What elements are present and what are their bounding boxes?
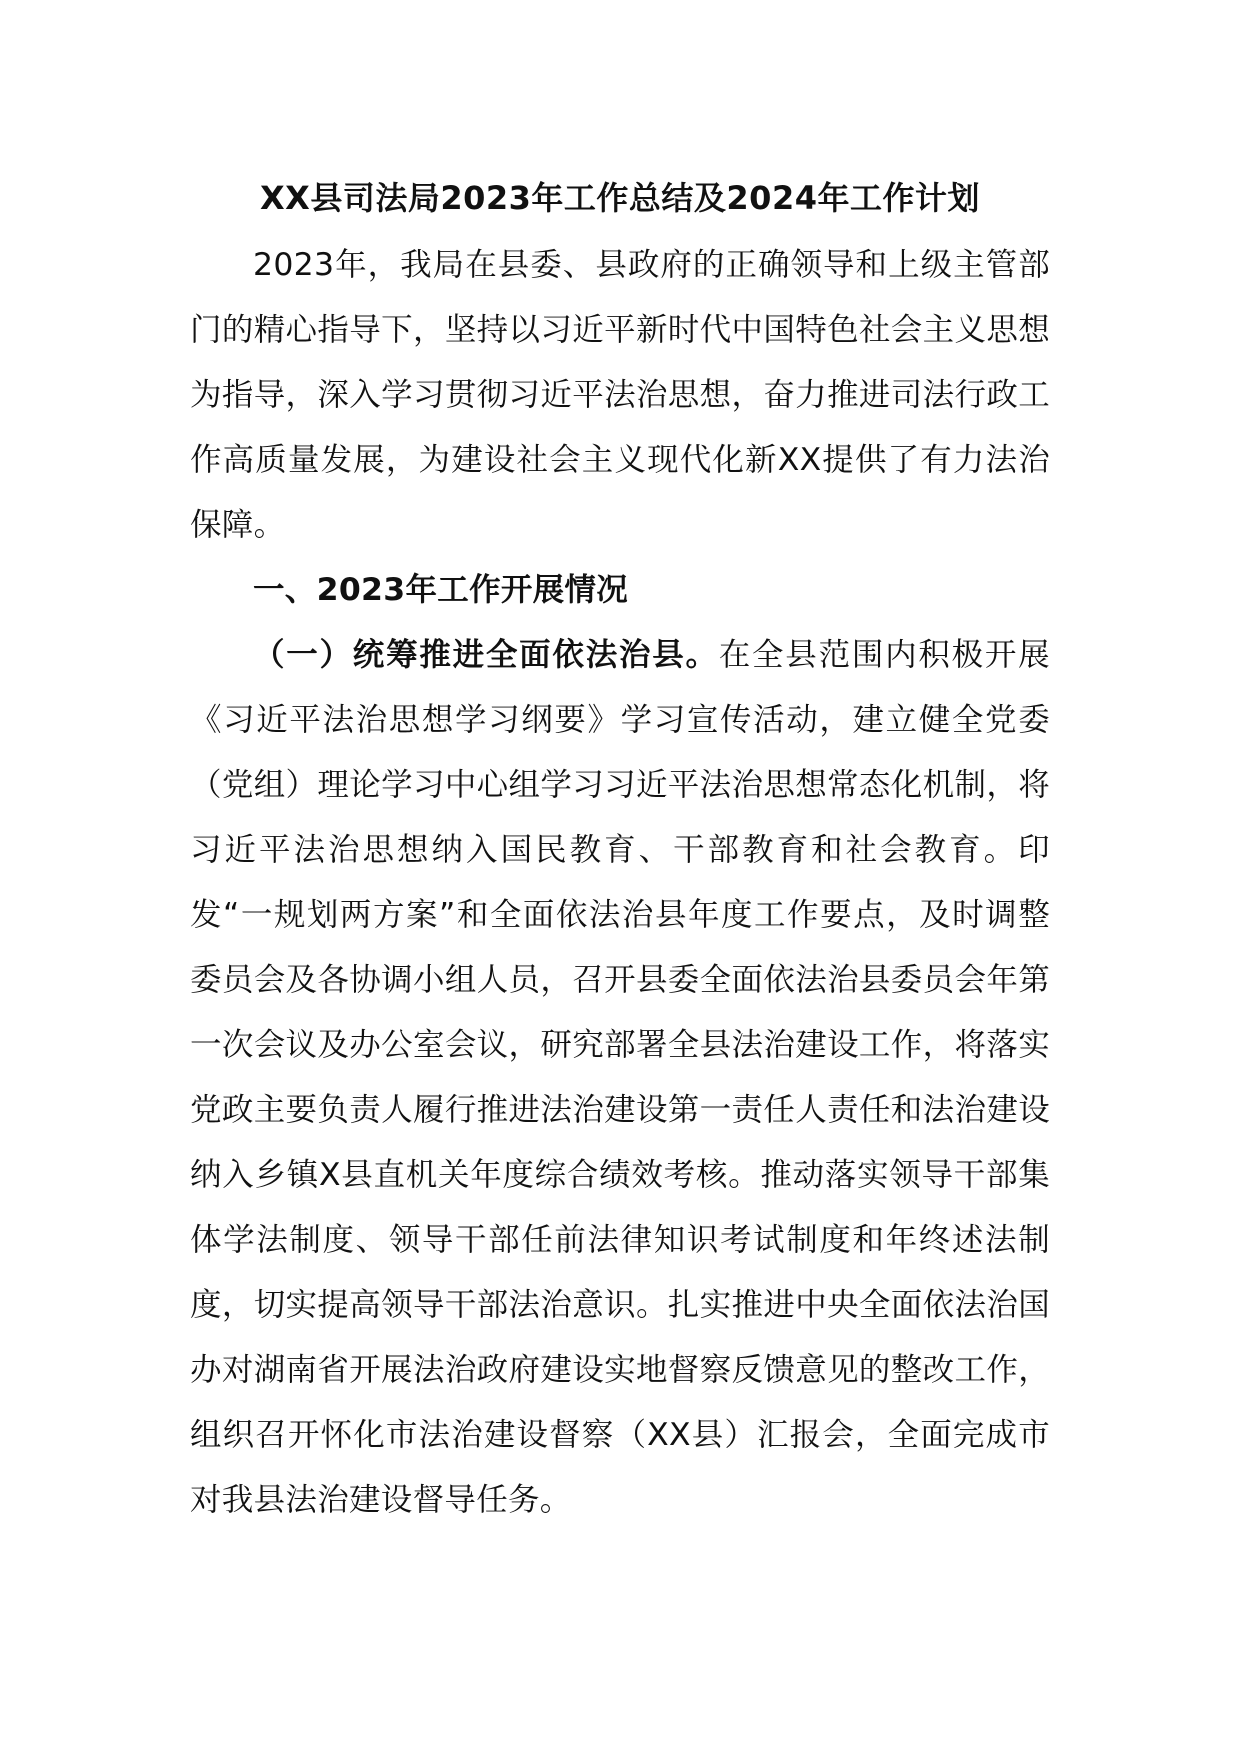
subsection-paragraph: [190, 623, 1050, 1533]
section-heading: 一、2023年工作开展情况: [253, 572, 629, 608]
document-body: [190, 233, 1050, 1533]
intro-paragraph: 2023年，我局在县委、县政府的正确领导和上级主管部门的精心指导下，坚持以习近平新时代中国特色社会主义思想为指导，深入学习贯彻习近平法治思想，奋力推进司法行政工作高质量发展，为建设社会主义现代化新XX提供了有力法治保障。: [190, 247, 1050, 543]
document-title: XX县司法局2023年工作总结及2024年工作计划: [260, 179, 980, 217]
subsection-lead: （一）统筹推进全面依法治县。: [253, 637, 719, 673]
subsection-text: 在全县范围内积极开展《习近平法治思想学习纲要》学习宣传活动，建立健全党委（党组）理论学习中心组学习习近平法治思想常态化机制，将习近平法治思想纳入国民教育、干部教育和社会教育。印发“一规划两方案”和全面依法治县年度工作要点，及时调整委员会及各协调小组人员，召开县委全面依法治县委员会年第一次会议及办公室会议，研究部署全县法治建设工作，将落实党政主要负责人履行推进法治建设第一责任人责任和法治建设纳入乡镇X县直机关年度综合绩效考核。推动落实领导干部集体学法制度、领导干部任前法律知识考试制度和年终述法制度，切实提高领导干部法治意识。扎实推进中央全面依法治国办对湖南省开展法治政府建设实地督察反馈意见的整改工作，组织召开怀化市法治建设督察（XX县）汇报会，全面完成市对我县法治建设督导任务。: [190, 637, 1050, 1518]
